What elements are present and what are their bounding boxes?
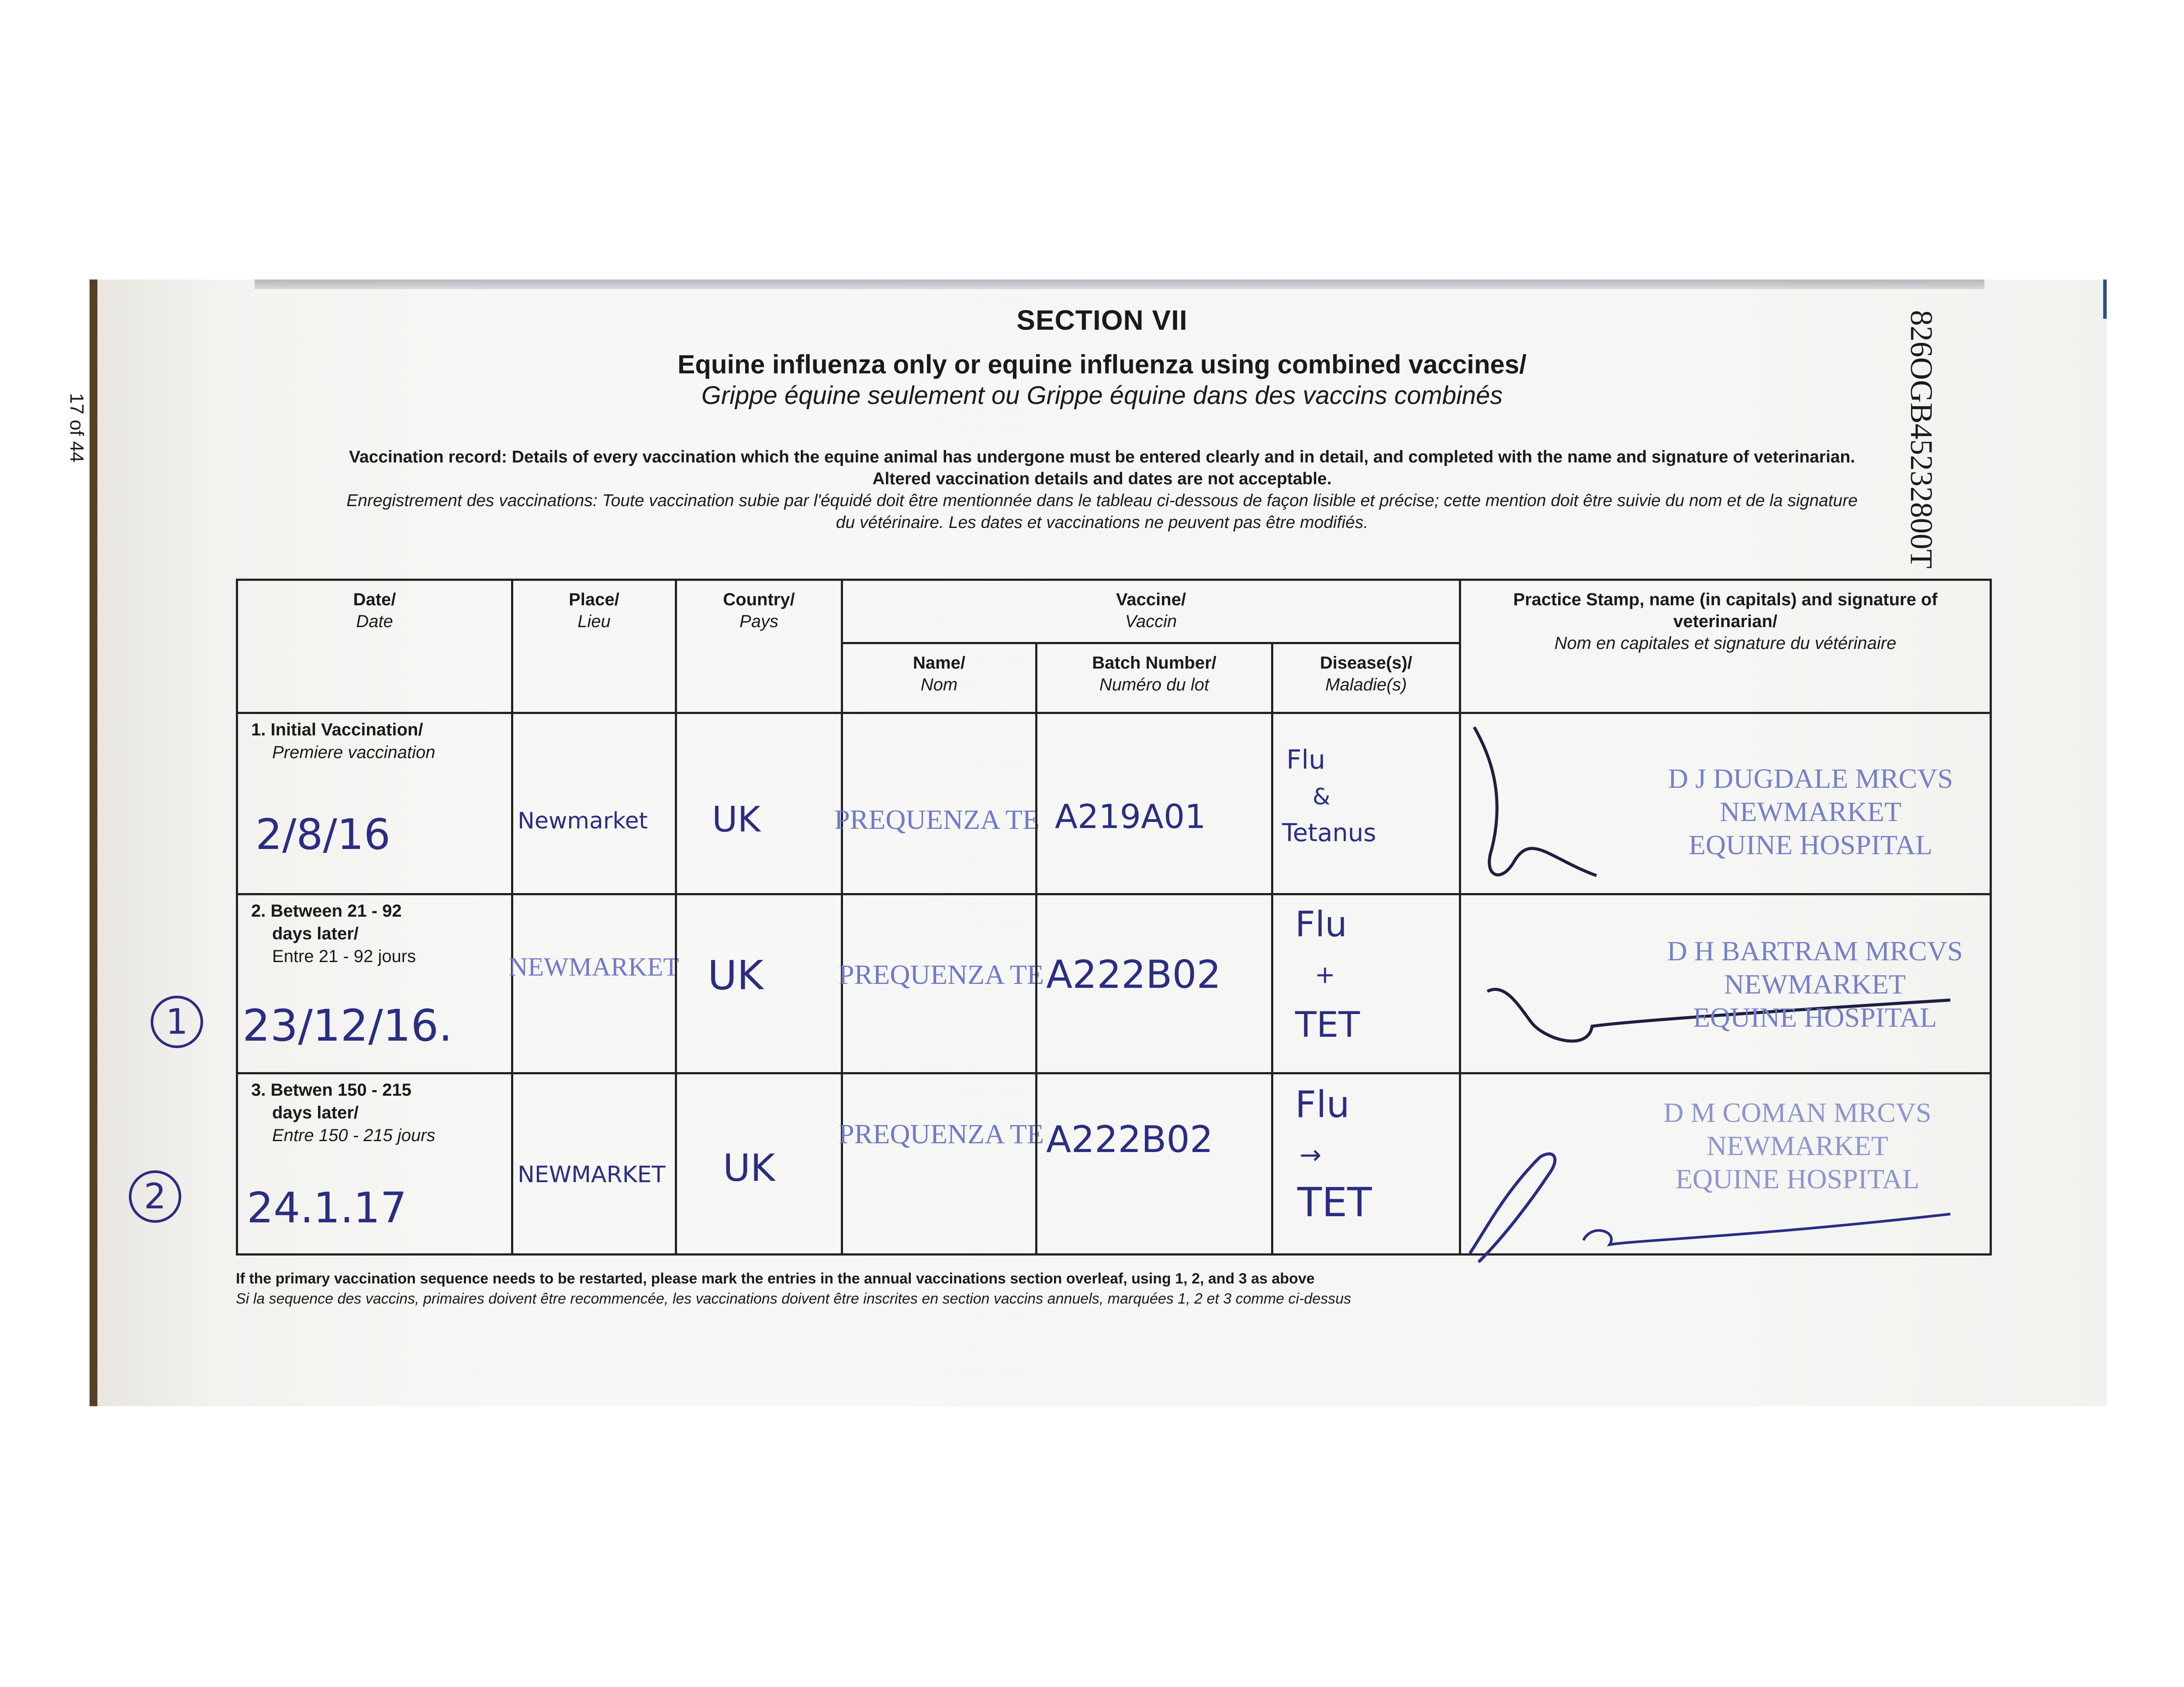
row-1-disease-3: Tetanus bbox=[1282, 819, 1376, 847]
instruction-en-line-2: Altered vaccination details and dates are not acceptable. bbox=[872, 469, 1332, 488]
row-3-place-cell bbox=[511, 1072, 677, 1256]
row-2-batch: A222B02 bbox=[1046, 952, 1221, 997]
row-3-place: NEWMARKET bbox=[518, 1162, 666, 1188]
row-1-date-cell bbox=[236, 712, 513, 895]
heading-english: Equine influenza only or equine influenza using combined vaccines/ bbox=[677, 350, 1527, 379]
header-disease: Disease(s)/ Maladie(s) bbox=[1271, 642, 1461, 714]
row-3-batch-cell bbox=[1035, 1072, 1273, 1256]
row-2-place: NEWMARKET bbox=[509, 952, 679, 981]
row-3-date-cell bbox=[236, 1072, 513, 1256]
document-id: 826OGB45232800T bbox=[1904, 310, 1939, 569]
row-2-country-cell bbox=[675, 893, 843, 1074]
heading-french: Grippe équine seulement ou Grippe équine dans des vaccins combinés bbox=[701, 381, 1503, 410]
row-1-label: 1. Initial Vaccination/ Premiere vaccination bbox=[251, 720, 435, 762]
footnote-english: If the primary vaccination sequence needs to be restarted, please mark the entries in the annual vaccinations section overleaf, using 1, 2, and 3 as above bbox=[236, 1270, 1315, 1287]
row-2-circled-marker: 1 bbox=[151, 996, 203, 1048]
row-3-date: 24.1.17 bbox=[247, 1183, 407, 1232]
previous-page-edge bbox=[255, 279, 1984, 289]
row-1-disease-cell bbox=[1271, 712, 1461, 895]
row-2-vaccine-cell bbox=[839, 893, 1044, 1074]
instruction-fr-line-2: du vétérinaire. Les dates et vaccinations ne peuvent pas être modifiés. bbox=[836, 513, 1368, 532]
instructions-french bbox=[228, 490, 1976, 534]
row-2-stamp bbox=[1645, 935, 1985, 1034]
row-3-country: UK bbox=[723, 1146, 775, 1190]
row-2-date-cell bbox=[236, 893, 513, 1074]
row-2-date: 23/12/16. bbox=[242, 1000, 453, 1051]
row-1-signature bbox=[1465, 718, 1614, 889]
row-1-vaccine-name: PREQUENZA TE bbox=[834, 804, 1040, 835]
row-2-place-cell bbox=[511, 893, 677, 1074]
row-3-disease-cell bbox=[1271, 1072, 1461, 1256]
header-vaccine-name: Name/ Nom bbox=[841, 642, 1037, 714]
footnote bbox=[236, 1269, 1351, 1309]
row-1-date: 2/8/16 bbox=[256, 810, 390, 859]
row-1-stamp-town: NEWMARKET bbox=[1720, 796, 1901, 827]
header-vaccine: Vaccine/ Vaccin bbox=[841, 579, 1461, 644]
header-practice-stamp: Practice Stamp, name (in capitals) and signature of veterinarian/ Nom en capitales et signature du vétérinaire bbox=[1459, 579, 1992, 714]
row-2-disease-1: Flu bbox=[1295, 904, 1347, 945]
row-3-country-cell bbox=[675, 1072, 843, 1256]
header-place: Place/ Lieu bbox=[511, 579, 677, 714]
row-3-vaccine-cell bbox=[839, 1072, 1044, 1256]
row-1-disease-1: Flu bbox=[1286, 745, 1326, 775]
instructions-english bbox=[228, 446, 1976, 490]
row-2-disease-cell bbox=[1271, 893, 1461, 1074]
row-3-disease-2: → bbox=[1299, 1140, 1322, 1170]
row-3-stamp-town: NEWMARKET bbox=[1707, 1130, 1888, 1161]
instruction-fr-line-1: Enregistrement des vaccinations: Toute vaccination subie par l'équidé doit être mentionnée dans le tableau ci-dessous de façon lisible et précise; cette mention doit être suivie du nom et de la signature bbox=[346, 491, 1858, 510]
row-3-stamp-practice: EQUINE HOSPITAL bbox=[1675, 1163, 1920, 1194]
row-2-disease-2: + bbox=[1315, 961, 1335, 989]
row-1-country-cell bbox=[675, 712, 843, 895]
row-2-stamp-town: NEWMARKET bbox=[1724, 969, 1906, 1000]
row-1-stamp-name: D J DUGDALE MRCVS bbox=[1668, 763, 1953, 794]
row-3-circled-marker: 2 bbox=[129, 1170, 181, 1223]
row-1-disease-2: & bbox=[1313, 784, 1330, 810]
row-3-stamp-cell bbox=[1459, 1072, 1992, 1256]
row-3-disease-3: TET bbox=[1297, 1179, 1372, 1226]
row-2-country: UK bbox=[708, 952, 764, 999]
row-3-stamp bbox=[1627, 1096, 1968, 1196]
row-1-stamp-cell bbox=[1459, 712, 1992, 895]
vaccination-table bbox=[236, 579, 1992, 1256]
section-title: SECTION VII bbox=[1016, 304, 1188, 336]
row-1-place: Newmarket bbox=[518, 808, 648, 834]
row-1-country: UK bbox=[712, 799, 761, 840]
instruction-en-line-1: Vaccination record: Details of every vaccination which the equine animal has undergone must be entered clearly and in detail, and completed with the name and signature of veterinarian. bbox=[349, 448, 1856, 466]
header-country: Country/ Pays bbox=[675, 579, 843, 714]
footnote-french: Si la sequence des vaccins, primaires doivent être recommencée, les vaccinations doivent être inscrites en section vaccins annuels, marquées 1, 2 et 3 comme ci-dessus bbox=[236, 1290, 1351, 1307]
row-3-vaccine-name: PREQUENZA TE bbox=[839, 1118, 1044, 1149]
page-number: 17 of 44 bbox=[66, 393, 87, 463]
row-2-stamp-cell bbox=[1459, 893, 1992, 1074]
row-3-batch: A222B02 bbox=[1046, 1118, 1213, 1161]
header-date: Date/ Date bbox=[236, 579, 513, 714]
row-1-batch: A219A01 bbox=[1055, 797, 1206, 836]
row-1-stamp-practice: EQUINE HOSPITAL bbox=[1688, 829, 1933, 860]
row-2-vaccine-name: PREQUENZA TE bbox=[839, 959, 1044, 990]
row-2-stamp-practice: EQUINE HOSPITAL bbox=[1693, 1002, 1937, 1033]
header-batch-number: Batch Number/ Numéro du lot bbox=[1035, 642, 1273, 714]
row-2-stamp-name: D H BARTRAM MRCVS bbox=[1667, 935, 1963, 966]
row-2-disease-3: TET bbox=[1295, 1004, 1360, 1045]
row-2-batch-cell bbox=[1035, 893, 1273, 1074]
row-1-place-cell bbox=[511, 712, 677, 895]
row-2-label: 2. Between 21 - 92 days later/ Entre 21 - 92 jours bbox=[251, 901, 416, 966]
row-3-disease-1: Flu bbox=[1295, 1083, 1350, 1126]
row-1-batch-cell bbox=[1035, 712, 1273, 895]
row-3-label: 3. Betwen 150 - 215 days later/ Entre 150 - 215 jours bbox=[251, 1080, 435, 1145]
row-3-stamp-name: D M COMAN MRCVS bbox=[1663, 1097, 1932, 1128]
row-1-vaccine-cell bbox=[834, 712, 1040, 895]
row-1-stamp bbox=[1645, 762, 1977, 862]
